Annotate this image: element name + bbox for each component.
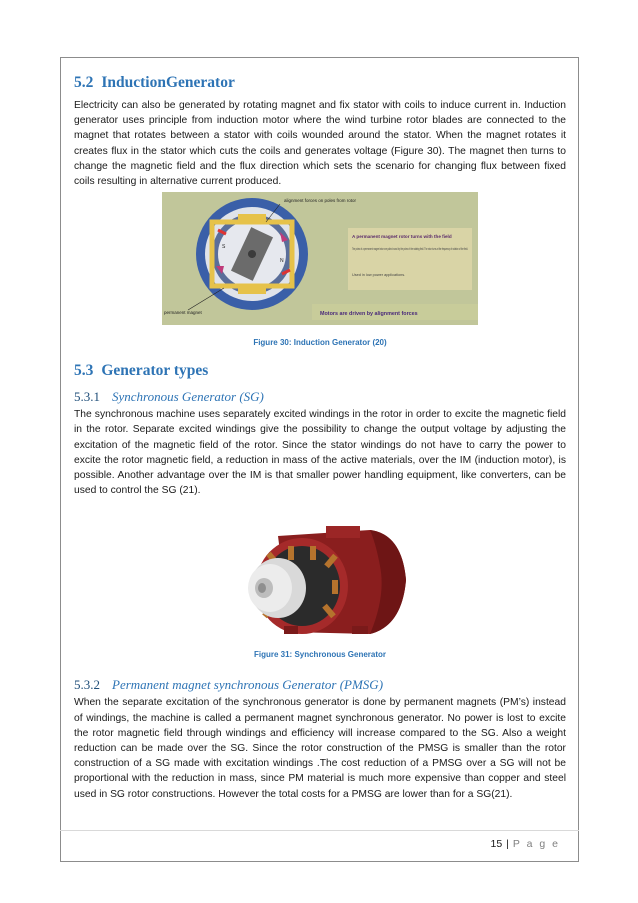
- section-title: InductionGenerator: [101, 74, 235, 91]
- figure-label-left: permanent magnet: [164, 310, 202, 316]
- section-title: Generator types: [101, 362, 209, 380]
- subsection-title: Synchronous Generator (SG): [112, 389, 264, 405]
- section-5-3-2-paragraph: When the separate excitation of the synchronous generator is done by permanent magnets (PM’s) instead of windings, the machine is called a permanent magnet synchronous generator. No power is lost to excite the rotor magnetic field through windings and efficiency will increase compared to the SG. Also a weight reduction can be made over the SG. Since the rotor construction of the PMSG is smaller than the rotor construction of a SG made with excitation windings .The cost reduction of a PMSG over a SG will not be proportional with the reduction in mass, since PM material is much more expensive than copper and steel used in SG rotor constructions. However the total costs for a PMSG are lower than for a SG(21).: [74, 697, 566, 800]
- svg-text:N: N: [280, 258, 284, 265]
- figure-30: [162, 192, 478, 325]
- figure-box-note: Used in low power applications.: [352, 273, 406, 278]
- subsection-heading-5-3-1: [74, 388, 566, 405]
- subsection-heading-5-3-2: [74, 676, 566, 693]
- subsection-title: Permanent magnet synchronous Generator (PMSG): [112, 677, 384, 693]
- page-separator: |: [506, 838, 509, 850]
- synchronous-generator-image: [230, 526, 410, 638]
- svg-text:S: S: [222, 244, 226, 251]
- page-number-value: 15: [490, 838, 503, 850]
- subsection-number: 5.3.1: [74, 389, 100, 405]
- figure-31-caption: Figure 31: Synchronous Generator: [253, 650, 387, 660]
- page-content: [74, 72, 566, 802]
- figure-label-top: alignment forces on poles from rotor: [284, 198, 357, 204]
- section-heading-5-2: [74, 74, 566, 92]
- section-number: 5.2: [74, 74, 94, 91]
- page-number: [490, 838, 560, 850]
- footer-rule: [60, 830, 579, 831]
- section-5-3-1-paragraph: The synchronous machine uses separately excited windings in the rotor in order to excite the magnetic field in the rotor. Separate excited windings give the possibility to change the output voltage by adjusting the excitation of the magnetic field of the rotor. Since the stator windings do not have to carry the power to excite the rotor magnetic field, a reduction in mass of the active materials, over the IM (induction motor), is possible. Another advantage over the IM is that smaller power handling equipment, like converters, can be used to control the SG (21).: [74, 409, 566, 497]
- figure-banner: Motors are driven by alignment forces: [320, 311, 418, 318]
- section-heading-5-3: [74, 362, 566, 380]
- figure-box-text: The poles of a permanent magnet rotor are pulled round by the poles of the rotating field. The rotor turns at the frequency of rotation of the field.: [352, 247, 469, 252]
- page-word: P a g e: [512, 838, 560, 850]
- figure-31: [230, 526, 410, 638]
- subsection-number: 5.3.2: [74, 677, 100, 693]
- section-number: 5.3: [74, 362, 94, 380]
- section-5-2-paragraph: Electricity can also be generated by rotating magnet and fix stator with coils to induce current in. Induction generator uses principle from induction motor where the wind turbine rotor blades are connected to the magnet that rotates between a stator with coils wounded around the stator. When the magnet rotates it creates flux in the stator which cuts the coils and generates voltage (Figure 30). The magnet then turns to change the magnetic field and the flux direction which sets the scenario for changing flux between fixed coils resulting in alternative current produced.: [74, 100, 566, 188]
- figure-30-caption: Figure 30: Induction Generator (20): [253, 338, 387, 348]
- induction-generator-image: [162, 192, 478, 325]
- figure-box-title: A permanent magnet rotor turns with the field: [352, 234, 452, 240]
